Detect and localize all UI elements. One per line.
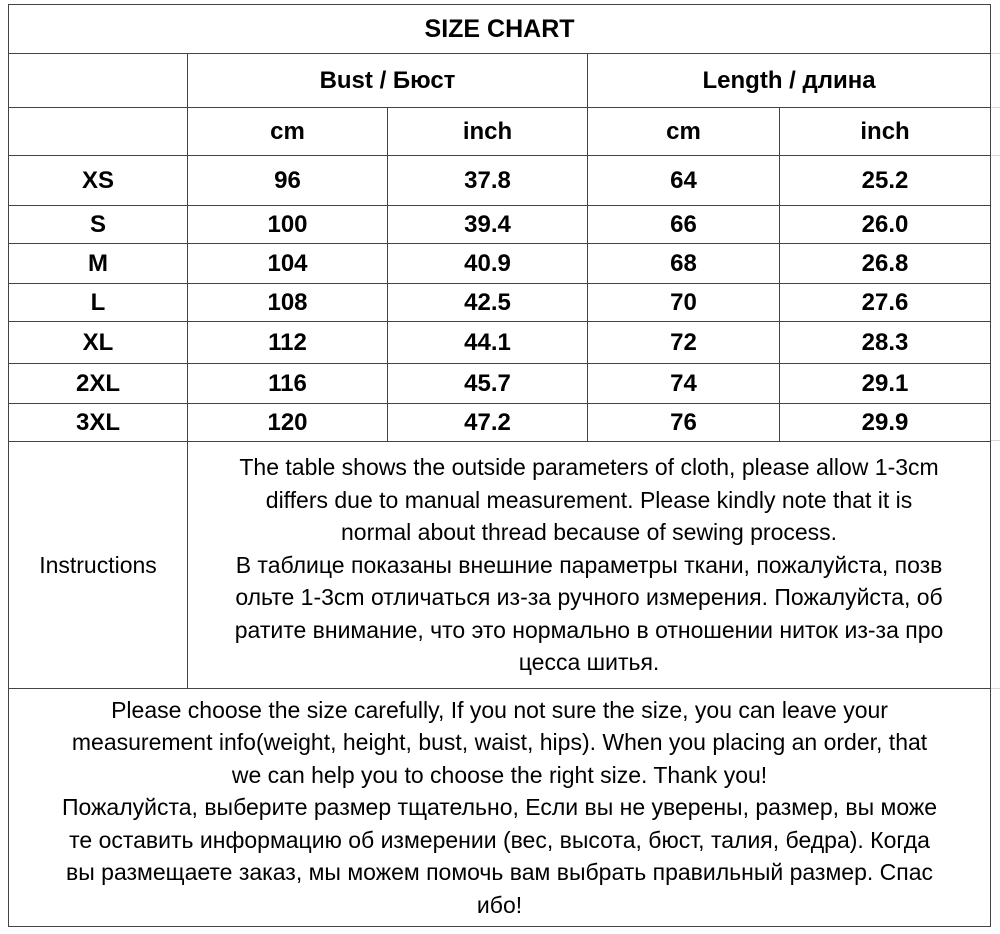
bust-cm-cell: 100 (188, 206, 388, 244)
table-row (9, 364, 991, 404)
instructions-label: Instructions (9, 442, 188, 689)
instructions-line: The table shows the outside parameters of cloth, please allow 1-3cm (239, 454, 939, 481)
length-inch-cell: 29.9 (780, 404, 991, 442)
instructions-line: ратите внимание, что это нормально в отношении ниток из-за про (234, 616, 944, 643)
size-cell: 3XL (9, 404, 188, 442)
table-row (9, 284, 991, 322)
length-cm-cell: 66 (588, 206, 780, 244)
size-cell: S (9, 206, 188, 244)
bust-cm-cell: 108 (188, 284, 388, 322)
size-cell: M (9, 244, 188, 284)
size-cell: L (9, 284, 188, 322)
bust-cm-cell: 104 (188, 244, 388, 284)
table-row (9, 244, 991, 284)
note-line: Please choose the size carefully, If you not sure the size, you can leave your (111, 696, 888, 723)
note-line: вы размещаете заказ, мы можем помочь вам выбрать правильный размер. Спас (66, 859, 934, 886)
size-chart-table (8, 4, 991, 927)
instructions-row (9, 442, 991, 689)
empty-corner-cell (9, 54, 188, 108)
length-cm-cell: 68 (588, 244, 780, 284)
bust-cm-header: cm (188, 108, 388, 156)
bust-cm-cell: 120 (188, 404, 388, 442)
table-row (9, 156, 991, 206)
length-inch-header: inch (780, 108, 991, 156)
length-inch-cell: 26.0 (780, 206, 991, 244)
size-cell: XL (9, 322, 188, 364)
bust-inch-cell: 40.9 (388, 244, 588, 284)
note-line: те оставить информацию об измерении (вес, высота, бюст, талия, бедра). Когда (69, 826, 930, 853)
length-header: Length / длина (588, 54, 991, 108)
bust-inch-cell: 47.2 (388, 404, 588, 442)
instructions-text (188, 442, 991, 689)
gridline (990, 440, 1000, 441)
instructions-line: differs due to manual measurement. Please kindly note that it is (265, 486, 913, 513)
bust-cm-cell: 96 (188, 156, 388, 206)
chart-title: SIZE CHART (9, 5, 991, 54)
gridline (990, 688, 1000, 689)
empty-corner-cell (9, 108, 188, 156)
length-cm-cell: 70 (588, 284, 780, 322)
bust-header: Bust / Бюст (188, 54, 588, 108)
bust-inch-cell: 45.7 (388, 364, 588, 404)
size-cell: 2XL (9, 364, 188, 404)
bust-inch-cell: 42.5 (388, 284, 588, 322)
note-row (9, 689, 991, 927)
gridline (990, 107, 1000, 108)
note-line: we can help you to choose the right size. Thank you! (231, 761, 768, 788)
unit-header-row (9, 108, 991, 156)
table-row (9, 206, 991, 244)
length-cm-cell: 72 (588, 322, 780, 364)
instructions-line: ольте 1-3cm отличаться из-за ручного измерения. Пожалуйста, об (235, 584, 943, 611)
instructions-line: цесса шитья. (518, 649, 660, 676)
gridline (990, 155, 1000, 156)
bust-cm-cell: 116 (188, 364, 388, 404)
instructions-line: normal about thread because of sewing process. (340, 519, 838, 546)
note-line: ибо! (476, 891, 523, 918)
length-cm-cell: 76 (588, 404, 780, 442)
length-inch-cell: 25.2 (780, 156, 991, 206)
gridline (990, 53, 1000, 54)
table-row (9, 404, 991, 442)
length-cm-header: cm (588, 108, 780, 156)
bust-inch-cell: 37.8 (388, 156, 588, 206)
note-line: Пожалуйста, выберите размер тщательно, Если вы не уверены, размер, вы може (61, 794, 938, 821)
bust-inch-cell: 39.4 (388, 206, 588, 244)
length-cm-cell: 74 (588, 364, 780, 404)
bust-inch-header: inch (388, 108, 588, 156)
length-inch-cell: 29.1 (780, 364, 991, 404)
length-cm-cell: 64 (588, 156, 780, 206)
length-inch-cell: 26.8 (780, 244, 991, 284)
size-note (9, 689, 991, 927)
table-row (9, 322, 991, 364)
note-line: measurement info(weight, height, bust, waist, hips). When you placing an order, that (71, 729, 928, 756)
length-inch-cell: 27.6 (780, 284, 991, 322)
size-cell: XS (9, 156, 188, 206)
title-row (9, 5, 991, 54)
instructions-line: В таблице показаны внешние параметры ткани, пожалуйста, позв (235, 551, 943, 578)
length-inch-cell: 28.3 (780, 322, 991, 364)
bust-cm-cell: 112 (188, 322, 388, 364)
bust-inch-cell: 44.1 (388, 322, 588, 364)
group-header-row (9, 54, 991, 108)
